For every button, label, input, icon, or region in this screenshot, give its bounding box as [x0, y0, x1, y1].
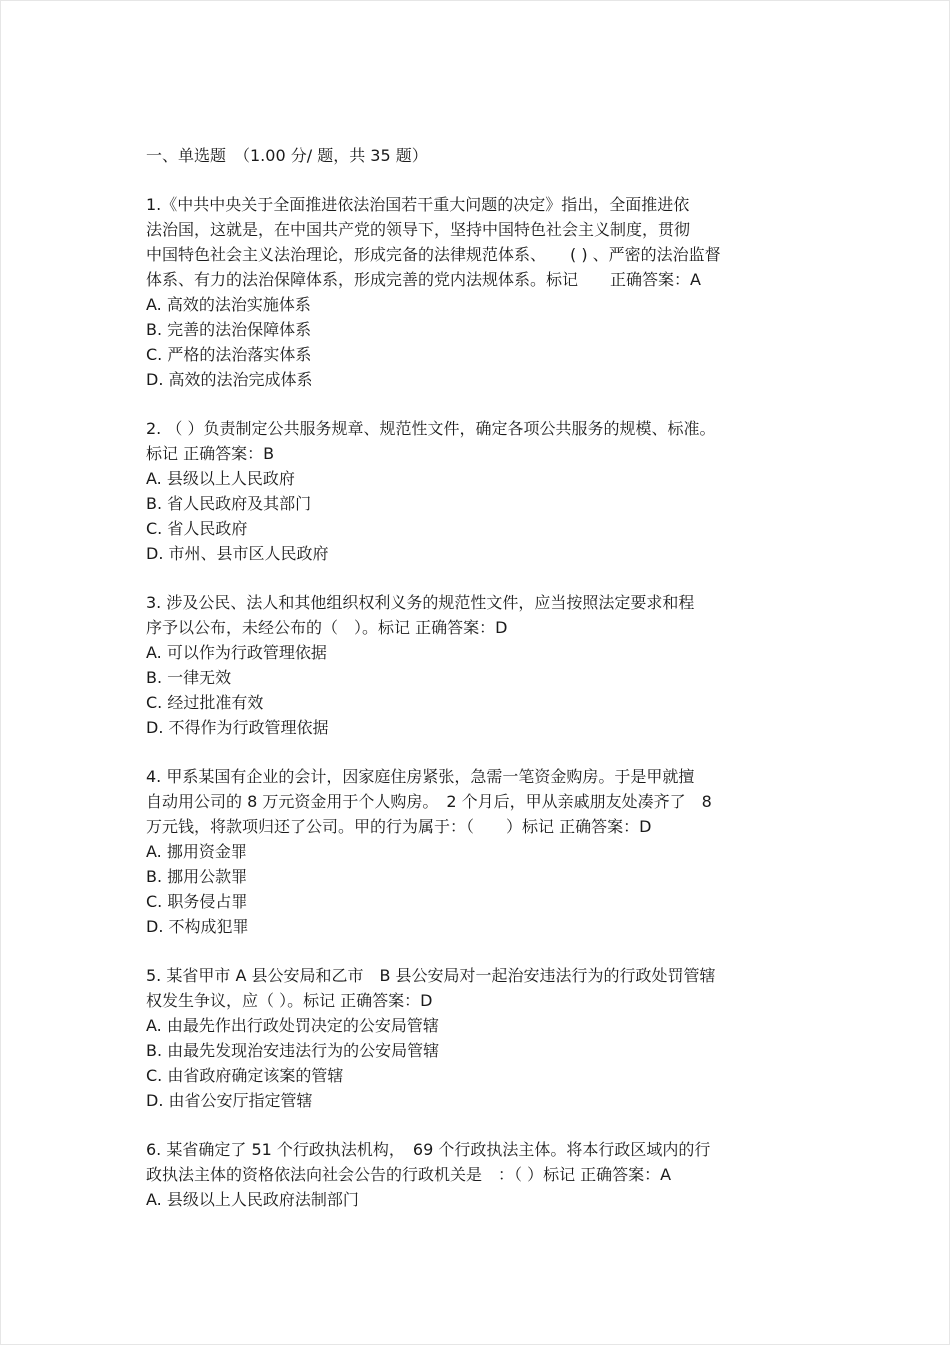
- option-d: D. 高效的法治完成体系: [146, 370, 313, 389]
- question-text-line: 1.《中共中央关于全面推进依法治国若干重大问题的决定》指出，全面推进依: [146, 195, 690, 214]
- question-text-line: 2. （ ）负责制定公共服务规章、规范性文件，确定各项公共服务的规模、标准。: [146, 419, 716, 438]
- option-d: D. 由省公安厅指定管辖: [146, 1091, 313, 1110]
- question-text-line: 标记 正确答案：B: [146, 444, 275, 463]
- option-c: C. 省人民政府: [146, 519, 248, 538]
- option-b: B. 省人民政府及其部门: [146, 494, 312, 513]
- option-c: C. 经过批准有效: [146, 693, 264, 712]
- option-b: B. 由最先发现治安违法行为的公安局管辖: [146, 1041, 440, 1060]
- option-a: A. 挪用资金罪: [146, 842, 247, 861]
- question-text-line: 体系、有力的法治保障体系，形成完善的党内法规体系。标记 正确答案：A: [146, 270, 701, 289]
- question-text-line: 权发生争议，应（ ）。标记 正确答案：D: [146, 991, 433, 1010]
- option-b: B. 一律无效: [146, 668, 232, 687]
- option-d: D. 市州、县市区人民政府: [146, 544, 329, 563]
- option-d: D. 不构成犯罪: [146, 917, 249, 936]
- question-4: [146, 764, 806, 939]
- question-text-line: 中国特色社会主义法治理论，形成完备的法律规范体系、 ( ) 、严密的法治监督: [146, 245, 721, 264]
- question-6: [146, 1137, 806, 1212]
- option-a: A. 由最先作出行政处罚决定的公安局管辖: [146, 1016, 439, 1035]
- question-text-line: 政执法主体的资格依法向社会公告的行政机关是 ：（ ）标记 正确答案：A: [146, 1165, 672, 1184]
- question-3: [146, 590, 806, 740]
- question-5: [146, 963, 806, 1113]
- question-text-line: 自动用公司的 8 万元资金用于个人购房。 2 个月后，甲从亲戚朋友处凑齐了 8: [146, 792, 712, 811]
- option-c: C. 严格的法治落实体系: [146, 345, 312, 364]
- question-text-line: 法治国，这就是，在中国共产党的领导下，坚持中国特色社会主义制度，贯彻: [146, 220, 691, 239]
- option-c: C. 职务侵占罪: [146, 892, 248, 911]
- option-b: B. 挪用公款罪: [146, 867, 248, 886]
- question-text-line: 6. 某省确定了 51 个行政执法机构， 69 个行政执法主体。将本行政区域内的行: [146, 1140, 711, 1159]
- option-a: A. 县级以上人民政府法制部门: [146, 1190, 359, 1209]
- option-c: C. 由省政府确定该案的管辖: [146, 1066, 344, 1085]
- question-text-line: 4. 甲系某国有企业的会计，因家庭住房紧张，急需一笔资金购房。于是甲就擅: [146, 767, 695, 786]
- question-1: [146, 192, 806, 392]
- section-title: 一、单选题 （1.00 分/ 题，共 35 题）: [146, 146, 428, 165]
- question-text-line: 5. 某省甲市 A 县公安局和乙市 B 县公安局对一起治安违法行为的行政处罚管辖: [146, 966, 716, 985]
- question-2: [146, 416, 806, 566]
- option-b: B. 完善的法治保障体系: [146, 320, 312, 339]
- option-d: D. 不得作为行政管理依据: [146, 718, 329, 737]
- question-text-line: 序予以公布，未经公布的（ ）。标记 正确答案：D: [146, 618, 508, 637]
- question-text-line: 3. 涉及公民、法人和其他组织权利义务的规范性文件，应当按照法定要求和程: [146, 593, 695, 612]
- option-a: A. 高效的法治实施体系: [146, 295, 311, 314]
- question-text-line: 万元钱，将款项归还了公司。甲的行为属于：（ ）标记 正确答案：D: [146, 817, 652, 836]
- option-a: A. 可以作为行政管理依据: [146, 643, 327, 662]
- document-content: [146, 143, 806, 1212]
- option-a: A. 县级以上人民政府: [146, 469, 295, 488]
